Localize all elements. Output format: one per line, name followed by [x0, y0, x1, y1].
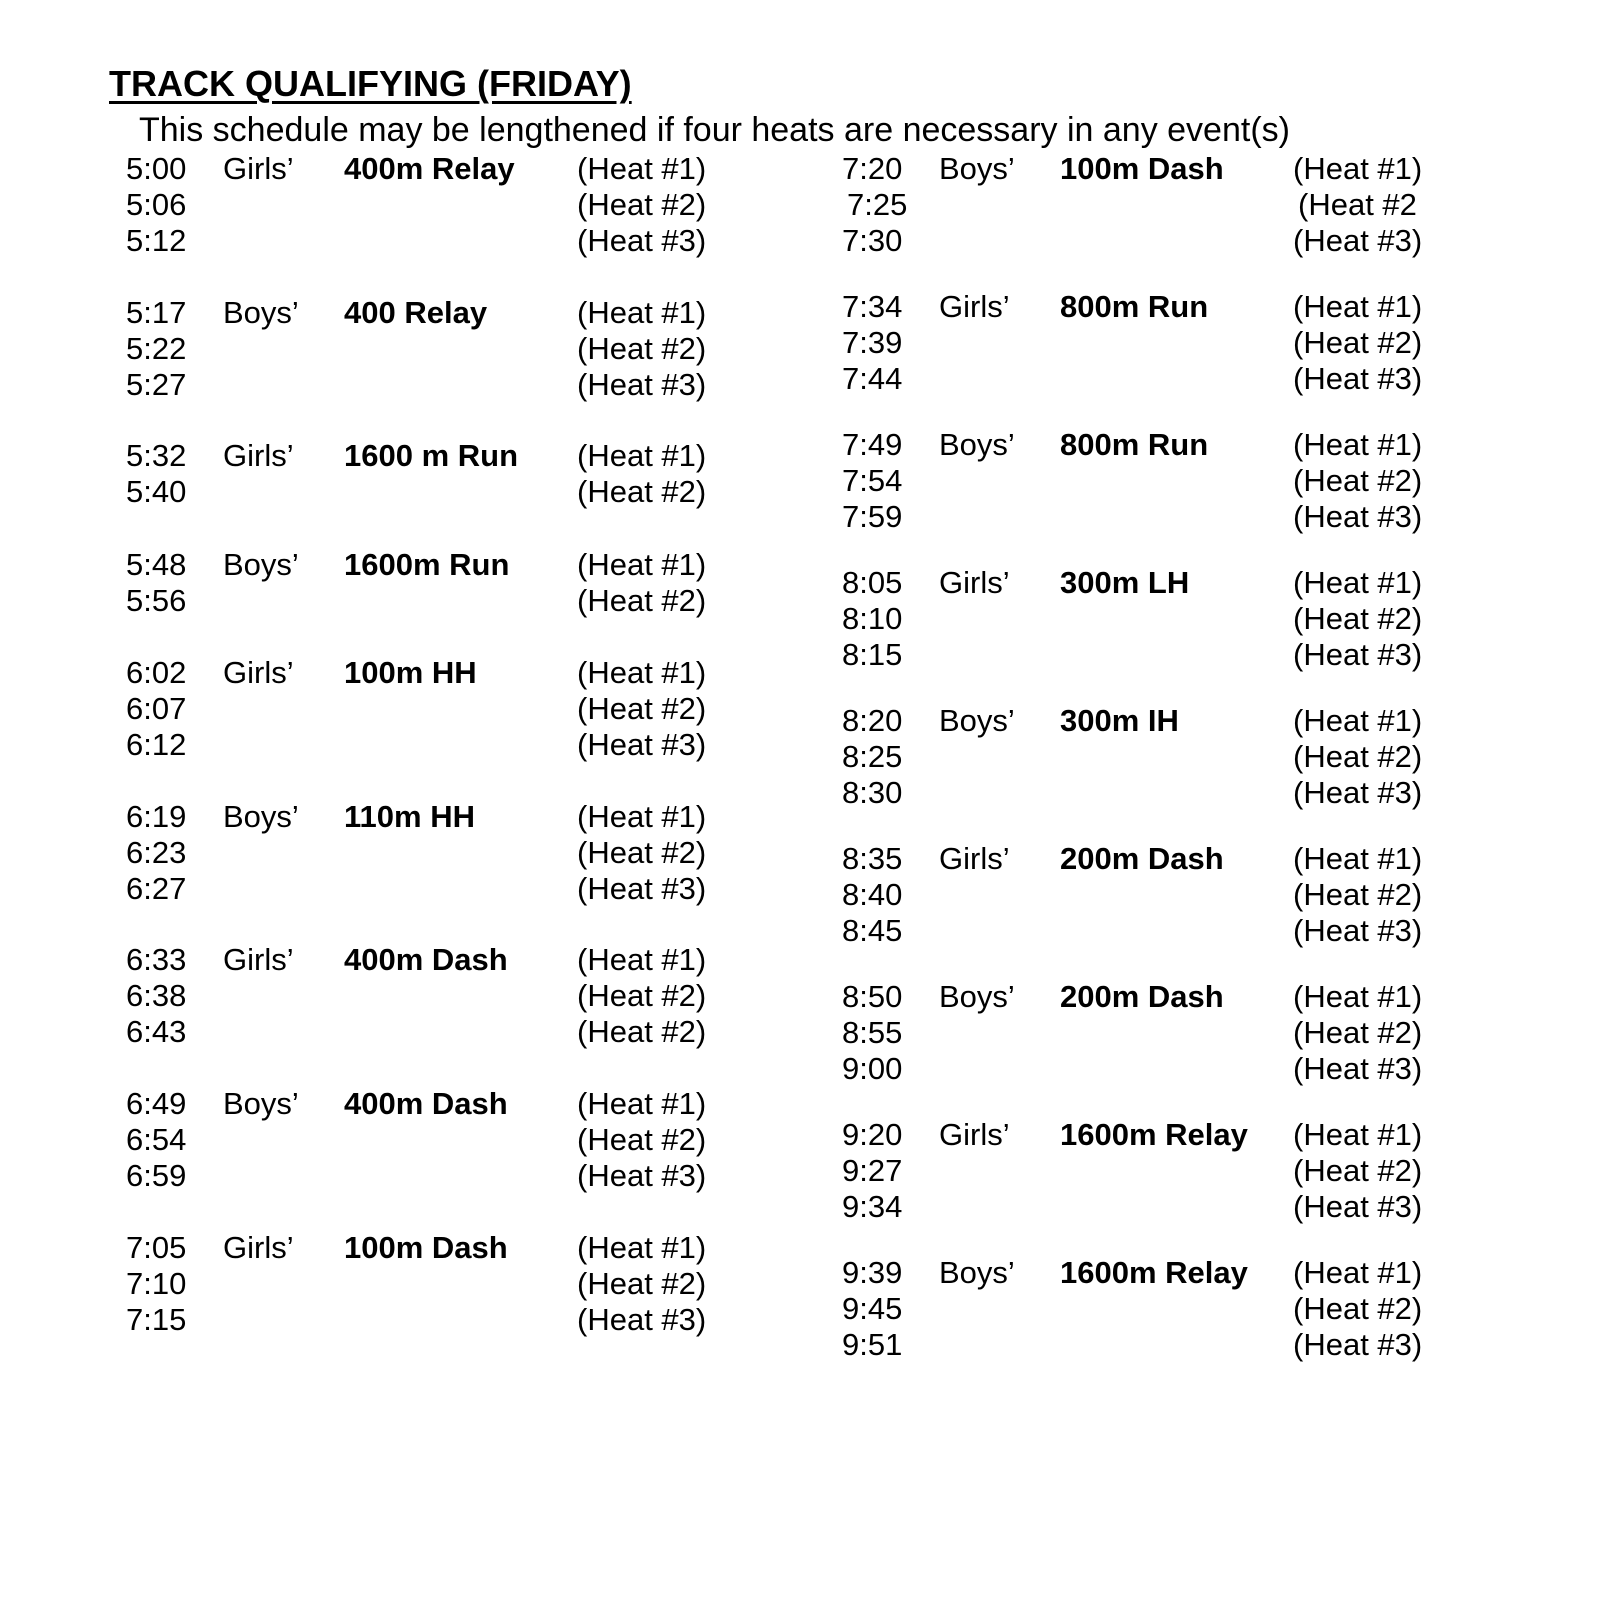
heat-time: 8:50 [842, 979, 903, 1014]
heat-label: (Heat #1) [577, 942, 707, 977]
heat-label: (Heat #2) [577, 583, 707, 618]
heat-label: (Heat #3) [577, 1158, 707, 1193]
heat-time: 6:12 [126, 727, 187, 762]
heat-time: 5:00 [126, 151, 187, 186]
heat-time: 8:10 [842, 601, 903, 636]
event-name: 400m Dash [344, 1086, 508, 1121]
heat-label: (Heat #2) [577, 978, 707, 1013]
heat-label: (Heat #2) [1293, 877, 1423, 912]
heat-label: (Heat #3) [577, 367, 707, 402]
heat-time: 7:49 [842, 427, 903, 462]
heat-label: (Heat #2) [577, 187, 707, 222]
event-name: 200m Dash [1060, 979, 1224, 1014]
event-name: 400m Relay [344, 151, 515, 186]
heat-time: 7:25 [847, 187, 908, 222]
heat-label: (Heat #1) [577, 655, 707, 690]
heat-label: (Heat #2) [1293, 601, 1423, 636]
heat-time: 5:22 [126, 331, 187, 366]
heat-label: (Heat #1) [1293, 1255, 1423, 1290]
heat-time: 5:32 [126, 438, 187, 473]
heat-time: 9:39 [842, 1255, 903, 1290]
heat-time: 5:12 [126, 223, 187, 258]
heat-label: (Heat #1) [1293, 151, 1423, 186]
gender-label: Girls’ [223, 942, 294, 977]
heat-time: 7:15 [126, 1302, 187, 1337]
event-name: 1600m Relay [1060, 1117, 1248, 1152]
heat-time: 9:00 [842, 1051, 903, 1086]
heat-time: 6:23 [126, 835, 187, 870]
heat-time: 8:35 [842, 841, 903, 876]
heat-label: (Heat #2) [577, 691, 707, 726]
gender-label: Girls’ [939, 1117, 1010, 1152]
heat-time: 9:51 [842, 1327, 903, 1362]
heat-time: 6:54 [126, 1122, 187, 1157]
heat-time: 7:10 [126, 1266, 187, 1301]
heat-label: (Heat #3) [577, 223, 707, 258]
heat-time: 7:59 [842, 499, 903, 534]
gender-label: Boys’ [939, 979, 1015, 1014]
heat-label: (Heat #3) [1293, 913, 1423, 948]
gender-label: Boys’ [223, 1086, 299, 1121]
heat-label: (Heat #3) [1293, 499, 1423, 534]
gender-label: Boys’ [223, 547, 299, 582]
event-name: 300m IH [1060, 703, 1179, 738]
event-name: 200m Dash [1060, 841, 1224, 876]
event-name: 800m Run [1060, 427, 1209, 462]
heat-time: 8:15 [842, 637, 903, 672]
page-title: TRACK QUALIFYING (FRIDAY) [109, 63, 632, 104]
heat-label: (Heat #3) [577, 871, 707, 906]
heat-time: 7:30 [842, 223, 903, 258]
heat-time: 6:07 [126, 691, 187, 726]
event-name: 100m Dash [1060, 151, 1224, 186]
heat-label: (Heat #3) [1293, 223, 1423, 258]
heat-label: (Heat #1) [1293, 427, 1423, 462]
event-name: 800m Run [1060, 289, 1209, 324]
heat-time: 9:45 [842, 1291, 903, 1326]
event-name: 100m HH [344, 655, 477, 690]
gender-label: Girls’ [939, 565, 1010, 600]
heat-time: 8:30 [842, 775, 903, 810]
event-name: 400 Relay [344, 295, 488, 330]
heat-label: (Heat #1) [1293, 289, 1423, 324]
heat-time: 8:20 [842, 703, 903, 738]
heat-label: (Heat #1) [1293, 841, 1423, 876]
gender-label: Boys’ [223, 799, 299, 834]
gender-label: Girls’ [223, 438, 294, 473]
heat-time: 8:55 [842, 1015, 903, 1050]
event-name: 1600 m Run [344, 438, 519, 473]
heat-label: (Heat #1) [1293, 979, 1423, 1014]
heat-time: 7:39 [842, 325, 903, 360]
heat-label: (Heat #3) [1293, 775, 1423, 810]
heat-label: (Heat #1) [1293, 1117, 1423, 1152]
event-name: 1600m Run [344, 547, 510, 582]
heat-label: (Heat #1) [577, 438, 707, 473]
heat-time: 9:34 [842, 1189, 903, 1224]
schedule-note: This schedule may be lengthened if four heats are necessary in any event(s) [139, 111, 1290, 149]
heat-time: 5:06 [126, 187, 187, 222]
event-name: 100m Dash [344, 1230, 508, 1265]
heat-label: (Heat #3) [1293, 1189, 1423, 1224]
heat-label: (Heat #3) [1293, 1051, 1423, 1086]
gender-label: Boys’ [223, 295, 299, 330]
heat-label: (Heat #1) [577, 295, 707, 330]
heat-label: (Heat #2) [1293, 325, 1423, 360]
heat-label: (Heat #2) [577, 474, 707, 509]
heat-time: 9:20 [842, 1117, 903, 1152]
heat-label: (Heat #2) [577, 835, 707, 870]
heat-time: 6:49 [126, 1086, 187, 1121]
heat-label: (Heat #2) [1293, 1153, 1423, 1188]
event-name: 400m Dash [344, 942, 508, 977]
gender-label: Boys’ [939, 151, 1015, 186]
heat-label: (Heat #3) [1293, 637, 1423, 672]
heat-label: (Heat #3) [577, 1302, 707, 1337]
heat-time: 6:02 [126, 655, 187, 690]
heat-time: 5:48 [126, 547, 187, 582]
heat-time: 8:45 [842, 913, 903, 948]
heat-label: (Heat #1) [577, 1086, 707, 1121]
heat-time: 8:25 [842, 739, 903, 774]
heat-time: 7:20 [842, 151, 903, 186]
gender-label: Boys’ [939, 427, 1015, 462]
gender-label: Girls’ [223, 151, 294, 186]
heat-time: 5:17 [126, 295, 187, 330]
heat-label: (Heat #2) [1293, 1015, 1423, 1050]
heat-label: (Heat #1) [577, 547, 707, 582]
heat-label: (Heat #2) [1293, 463, 1423, 498]
heat-label: (Heat #2) [1293, 739, 1423, 774]
heat-label: (Heat #1) [577, 151, 707, 186]
heat-time: 5:56 [126, 583, 187, 618]
event-name: 110m HH [344, 799, 475, 834]
heat-time: 6:19 [126, 799, 187, 834]
heat-time: 5:27 [126, 367, 187, 402]
gender-label: Girls’ [223, 655, 294, 690]
heat-label: (Heat #2) [577, 1266, 707, 1301]
gender-label: Boys’ [939, 1255, 1015, 1290]
event-name: 300m LH [1060, 565, 1190, 600]
heat-label: (Heat #3) [577, 727, 707, 762]
event-name: 1600m Relay [1060, 1255, 1248, 1290]
heat-time: 7:34 [842, 289, 903, 324]
heat-time: 6:43 [126, 1014, 187, 1049]
heat-label: (Heat #1) [577, 1230, 707, 1265]
heat-label: (Heat #2) [1293, 1291, 1423, 1326]
heat-label: (Heat #3) [1293, 361, 1423, 396]
heat-time: 8:05 [842, 565, 903, 600]
gender-label: Boys’ [939, 703, 1015, 738]
heat-time: 9:27 [842, 1153, 903, 1188]
heat-time: 7:44 [842, 361, 903, 396]
heat-time: 6:38 [126, 978, 187, 1013]
gender-label: Girls’ [223, 1230, 294, 1265]
gender-label: Girls’ [939, 289, 1010, 324]
heat-label: (Heat #1) [577, 799, 707, 834]
heat-label: (Heat #2 [1298, 187, 1417, 222]
heat-label: (Heat #2) [577, 1014, 707, 1049]
heat-label: (Heat #2) [577, 1122, 707, 1157]
gender-label: Girls’ [939, 841, 1010, 876]
heat-time: 6:27 [126, 871, 187, 906]
heat-label: (Heat #2) [577, 331, 707, 366]
heat-label: (Heat #1) [1293, 703, 1423, 738]
heat-time: 7:54 [842, 463, 903, 498]
heat-time: 7:05 [126, 1230, 187, 1265]
heat-label: (Heat #1) [1293, 565, 1423, 600]
heat-time: 5:40 [126, 474, 187, 509]
heat-time: 8:40 [842, 877, 903, 912]
heat-time: 6:59 [126, 1158, 187, 1193]
heat-label: (Heat #3) [1293, 1327, 1423, 1362]
heat-time: 6:33 [126, 942, 187, 977]
